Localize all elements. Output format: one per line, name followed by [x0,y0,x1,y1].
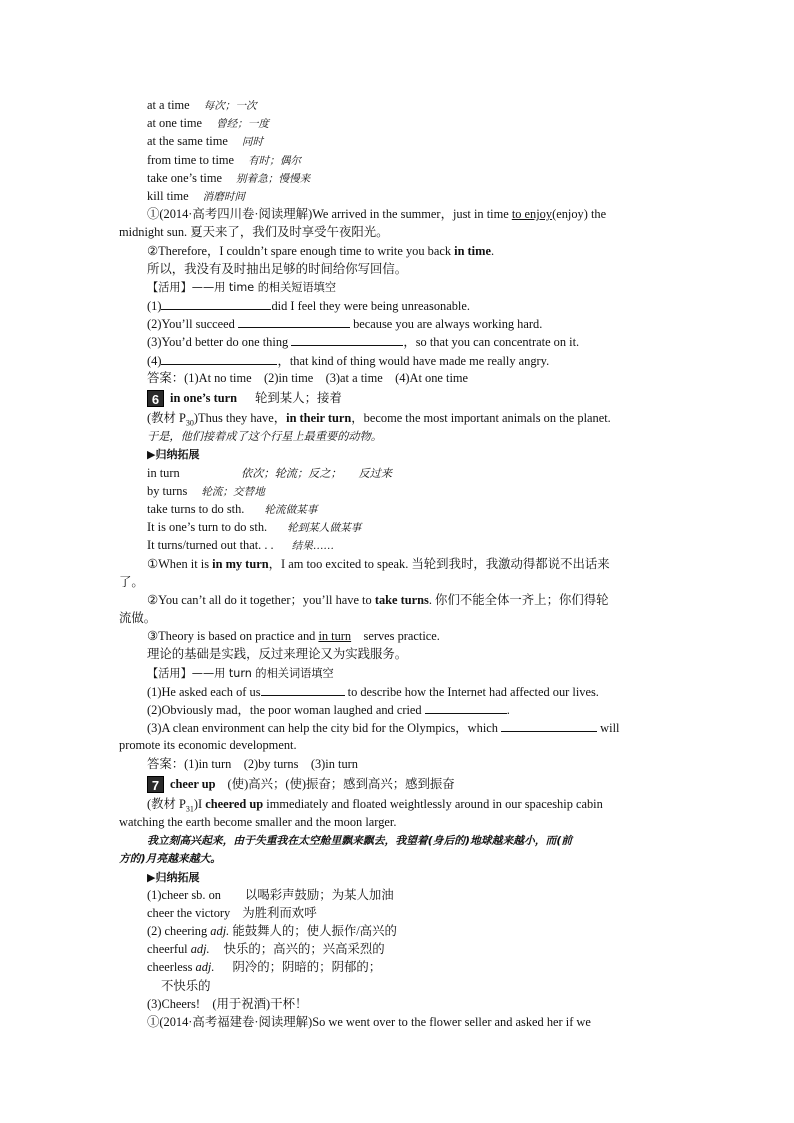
filled-answer: to enjoy [511,207,553,222]
expand-cn: 为胜利而欢呼 [242,905,317,920]
part-of-speech: adj. [195,960,215,975]
phrase-en: at a time [147,98,190,112]
example-sentence [147,242,675,260]
example-sentence [147,591,675,609]
page-number: 30 [185,418,194,428]
example-line2: 了。 [119,574,144,589]
example-line2: midnight sun. 夏天来了，我们及时享受午夜阳光。 [119,225,389,240]
phrase-row [147,151,675,169]
phrase-row [147,169,675,187]
document-page [119,96,675,1031]
example-translation: 所以，我没有及时抽出足够的时间给你写回信。 [147,261,408,276]
practice-question [147,332,675,350]
source-translation [119,849,675,867]
section-meaning: 轮到某人；接着 [255,391,342,405]
section-phrase: cheer up [170,776,216,791]
answer-blank [425,700,507,714]
textbook-source [147,795,675,813]
practice-question [147,351,675,369]
example-sentence [147,555,675,573]
example-text: . [490,243,495,258]
section-number-badge: 7 [147,776,164,793]
expand-item [147,500,675,518]
practice-question [147,296,675,314]
expand-item: (3)Cheers! (用于祝酒)干杯！ [147,996,308,1011]
example-text: ，I am too excited to speak. 当轮到我时，我激动得都说不出话来 [268,556,610,571]
source-translation [147,831,675,849]
phrase-cn: 每次；一次 [203,100,257,112]
part-of-speech: adj. [210,924,230,939]
practice-answer: 答案：(1)At no time (2)in time (3)at a time (4)At one time [147,370,469,385]
example-text: serves practice. [351,629,440,644]
expand-en: It is one’s turn to do sth. [147,520,268,535]
example-text: ②You can’t all do it together；you’ll have to [147,592,375,607]
source-text: )Thus they have， [193,411,287,425]
q-text: did I feel they were being unreasonable. [271,299,470,314]
answer-blank [238,314,350,328]
expand-en: cheer the victory [147,905,231,920]
expand-heading [147,445,675,463]
source-line2: watching the earth become smaller and the moon larger. [119,814,397,829]
q-text: because you are always working hard. [349,317,543,332]
page-number: 31 [185,804,194,814]
expand-en: (2) cheering [147,924,211,939]
q-text: will [597,721,620,736]
phrase-cn: 曾经；一度 [216,118,270,131]
section-heading [147,773,675,795]
practice-answer: 答案：(1)in turn (2)by turns (3)in turn [147,756,358,771]
expand-item [147,518,675,536]
expand-cn: 轮流做某事 [264,503,318,516]
q-text: (1)He asked each of us [147,684,261,699]
phrase-en: at one time [147,116,203,131]
expand-en: cheerful [147,942,191,957]
phrase-en: take one’s time [147,170,223,185]
filled-answer: in turn [318,629,352,644]
phrase-cn: 别着急；慢慢来 [236,172,311,185]
answer-blank [161,351,277,365]
phrase-en: from time to time [147,152,235,167]
translation-text: 方的)月亮越来越大。 [119,852,222,866]
phrase-cn: 消磨时间 [202,190,246,203]
phrase-cn: 同时 [241,136,264,149]
key-phrase: in my turn [212,556,269,571]
expand-cn: 轮到某人做某事 [287,522,362,535]
key-phrase: in their turn [286,411,352,425]
expand-cn: 快乐的；高兴的；兴高采烈的 [223,942,385,957]
question-line2: promote its economic development. [119,738,297,753]
example-text: ③Theory is based on practice and [147,629,319,644]
q-text: ，that kind of thing would have made me really angry. [277,353,550,368]
source-text: (教材 P [147,411,186,425]
q-text: (3)You’d better do one thing [147,335,292,350]
expand-cn: 阴冷的；阴暗的；阴郁的； [232,960,382,975]
q-text: (3)A clean environment can help the city bid for the Olympics，which [147,721,502,736]
q-text: . [506,703,510,717]
q-number: (4) [147,353,162,368]
key-phrase: take turns [374,592,429,607]
expand-heading [147,868,675,886]
expand-item [147,940,675,958]
expand-cn: 以喝彩声鼓励；为某人加油 [244,887,394,902]
practice-title-text: 【活用】——用 time 的相关短语填空 [147,280,337,294]
key-phrase: cheered up [205,796,264,811]
expand-label: ▶归纳拓展 [147,870,200,884]
example-sentence: ①(2014·高考福建卷·阅读理解)So we went over to the flower seller and asked her if we [147,1015,591,1029]
example-sentence [147,627,675,645]
example-text: ①(2014·高考四川卷·阅读理解)We arrived in the summer，just in time [147,207,512,222]
section-phrase: in one’s turn [170,391,238,405]
expand-cn: 轮流；交替地 [201,485,265,498]
practice-question [147,682,675,700]
source-translation [147,427,675,445]
example-line2: 流做。 [119,611,157,626]
expand-en: take turns to do sth. [147,501,245,516]
expand-en: by turns [147,483,188,498]
expand-en: It turns/turned out that. . . [147,538,274,553]
expand-item: 不快乐的 [161,978,211,993]
answer-blank [501,718,597,732]
expand-item [147,536,675,554]
answer-blank [161,296,271,310]
phrase-row [147,187,675,205]
phrase-row [147,132,675,150]
q-number: (1) [147,299,162,314]
practice-question [147,718,675,736]
example-text: . 你们不能全体一齐上；你们得轮 [428,592,609,607]
q-text: to describe how the Internet had affected our lives. [344,684,599,699]
section-heading [147,387,675,409]
source-text: (教材 P [147,796,186,811]
expand-cn: 结果…… [291,540,335,553]
translation-text: 我立刻高兴起来，由于失重我在太空舱里飘来飘去，我望着(身后的)地球越来越小，而(前 [147,834,573,848]
practice-question [147,700,675,718]
example-translation: 理论的基础是实践，反过来理论又为实践服务。 [147,647,408,662]
source-text: ，become the most important animals on the planet. [351,411,611,425]
q-text: (2)You’ll succeed [147,317,238,332]
section-meaning: (使)高兴；(使)振奋；感到高兴；感到振奋 [227,776,455,791]
answer-blank [261,682,345,696]
expand-item [147,922,675,940]
expand-cn: 能鼓舞人的；使人振作/高兴的 [229,924,397,939]
phrase-en: at the same time [147,134,228,149]
example-text: (enjoy) the [552,207,607,222]
phrase-en: kill time [147,188,189,203]
phrase-row [147,114,675,132]
source-text: immediately and floated weightlessly around in our spaceship cabin [263,796,603,811]
phrase-row [147,96,675,114]
example-text: ②Therefore，I couldn’t spare enough time to write you back [147,243,455,258]
expand-en: (1)cheer sb. on [147,887,221,902]
part-of-speech: adj. [190,942,210,957]
expand-en: in turn [147,465,180,480]
expand-label: ▶归纳拓展 [147,448,200,462]
source-text: )I [193,796,206,811]
expand-item [147,904,675,922]
textbook-source [147,409,675,427]
q-text: (2)Obviously mad，the poor woman laughed and cried [147,703,425,717]
expand-item [147,464,675,482]
practice-question [147,314,675,332]
expand-item [147,482,675,500]
practice-title [147,278,675,296]
practice-title-text: 【活用】——用 turn 的相关词语填空 [147,666,334,680]
q-text: ，so that you can concentrate on it. [403,335,580,350]
section-number-badge: 6 [147,390,164,407]
example-sentence [147,205,675,223]
expand-item [147,958,675,976]
phrase-cn: 有时；偶尔 [248,154,302,167]
expand-item [147,886,675,904]
expand-cn: 依次；轮流；反之； 反过来 [241,466,393,480]
key-phrase: in time [454,243,491,258]
answer-blank [291,332,403,346]
translation-text: 于是，他们接着成了这个行星上最重要的动物。 [147,430,382,444]
expand-en: cheerless [147,960,196,975]
example-text: ①When it is [147,556,213,571]
practice-title [147,664,675,682]
